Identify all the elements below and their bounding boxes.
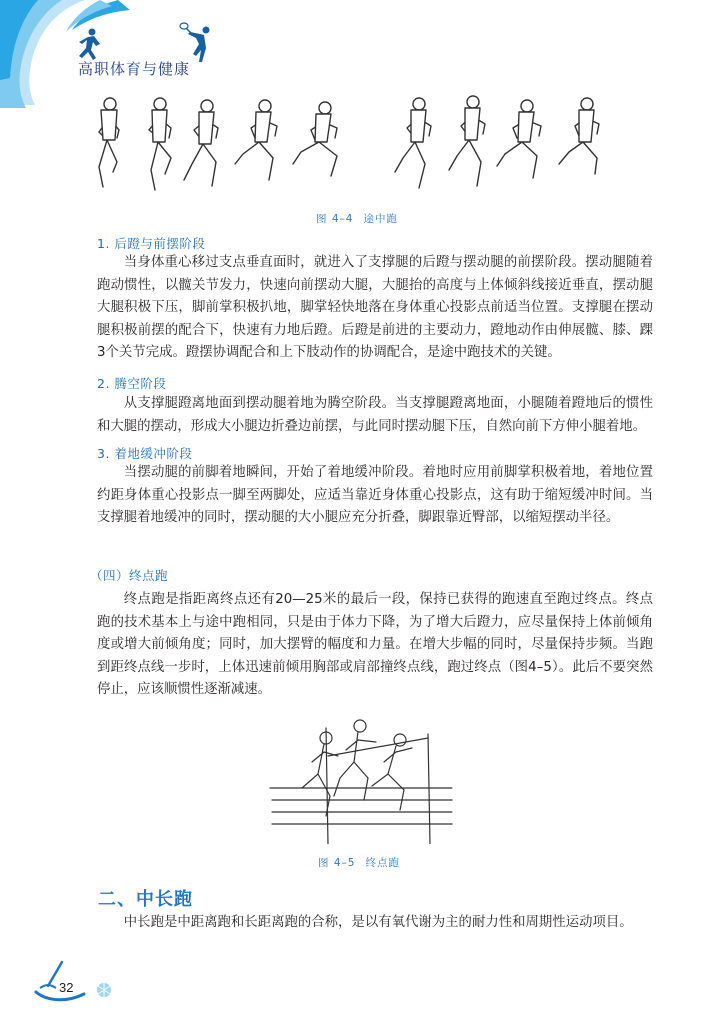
figure-2-title: 终点跑 [365, 857, 400, 869]
page-number: 32 [59, 980, 74, 995]
stage-1-paragraph: 当身体重心移过支点垂直面时，就进入了支撑腿的后蹬与摆动腿的前摆阶段。摆动腿随着跑动惯性，以髋关节发力，快速向前摆动大腿，大腿抬的高度与上体倾斜线接近垂直，摆动腿大腿积极下压，脚前掌积极扒地，脚掌轻快地落在身体重心投影点前适当位置。支撑腿在摆动腿积极前摆的配合下，快速有力地后蹬。后蹬是前进的主要动力，蹬地动作由伸展髋、膝、踝3个关节完成。蹬摆协调配合和上下肢动作的协调配合，是途中跑技术的关键。 [97, 255, 653, 360]
figure-1-label: 图 4–4 [316, 213, 354, 225]
stage-3-paragraph: 当摆动腿的前脚着地瞬间，开始了着地缓冲阶段。着地时应用前脚掌积极着地，着地位置约距身体重心投影点一脚至两脚处，应适当靠近身体重心投影点，这有助于缩短缓冲时间。当支撑腿着地缓冲的同时，摆动腿的大小腿应充分折叠，脚跟靠近臀部，以缩短摆动半径。 [97, 465, 653, 525]
figure-2-label: 图 4–5 [318, 857, 356, 869]
stage-3-heading: 3. 着地缓冲阶段 [97, 446, 193, 461]
finish-paragraph: 终点跑是指距离终点还有20—25米的最后一段，保持已获得的跑速直至跑过终点。终点跑的技术基本上与途中跑相同，只是由于体力下降，为了增大后蹬力，应尽量保持上体前倾角度或增大前倾角度；同时，加大摆臂的幅度和力量。在增大步幅的同时，尽量保持步频。当跑到距终点线一步时，上体迅速前倾用胸部或肩部撞终点线，跑过终点（图4–5）。此后不要突然停止，应该顺惯性逐渐减速。 [97, 592, 653, 697]
section-2-title: 二、中长跑 [98, 889, 193, 910]
figure-finish-line [268, 716, 454, 844]
figure-2-caption [318, 855, 400, 870]
stage-2-heading: 2. 腾空阶段 [97, 376, 167, 391]
book-title: 高职体育与健康 [78, 60, 191, 78]
section-2-paragraph: 中长跑是中距离跑和长距离跑的合称，是以有氧代谢为主的耐力性和周期性运动项目。 [123, 915, 633, 930]
stage-1-heading: 1. 后蹬与前摆阶段 [97, 236, 206, 251]
stage-2-paragraph: 从支撑腿蹬离地面到摆动腿着地为腾空阶段。当支撑腿蹬离地面，小腿随着蹬地后的惯性和大腿的摆动，形成大小腿边折叠边前摆，与此同时摆动腿下压，自然向前下方伸小腿着地。 [97, 396, 653, 434]
finish-heading: （四）终点跑 [90, 568, 169, 583]
figure-midrun-sequence [75, 92, 655, 204]
figure-1-caption [316, 211, 398, 226]
footer-swoosh-decoration [28, 958, 138, 1008]
figure-1-title: 途中跑 [363, 213, 398, 225]
